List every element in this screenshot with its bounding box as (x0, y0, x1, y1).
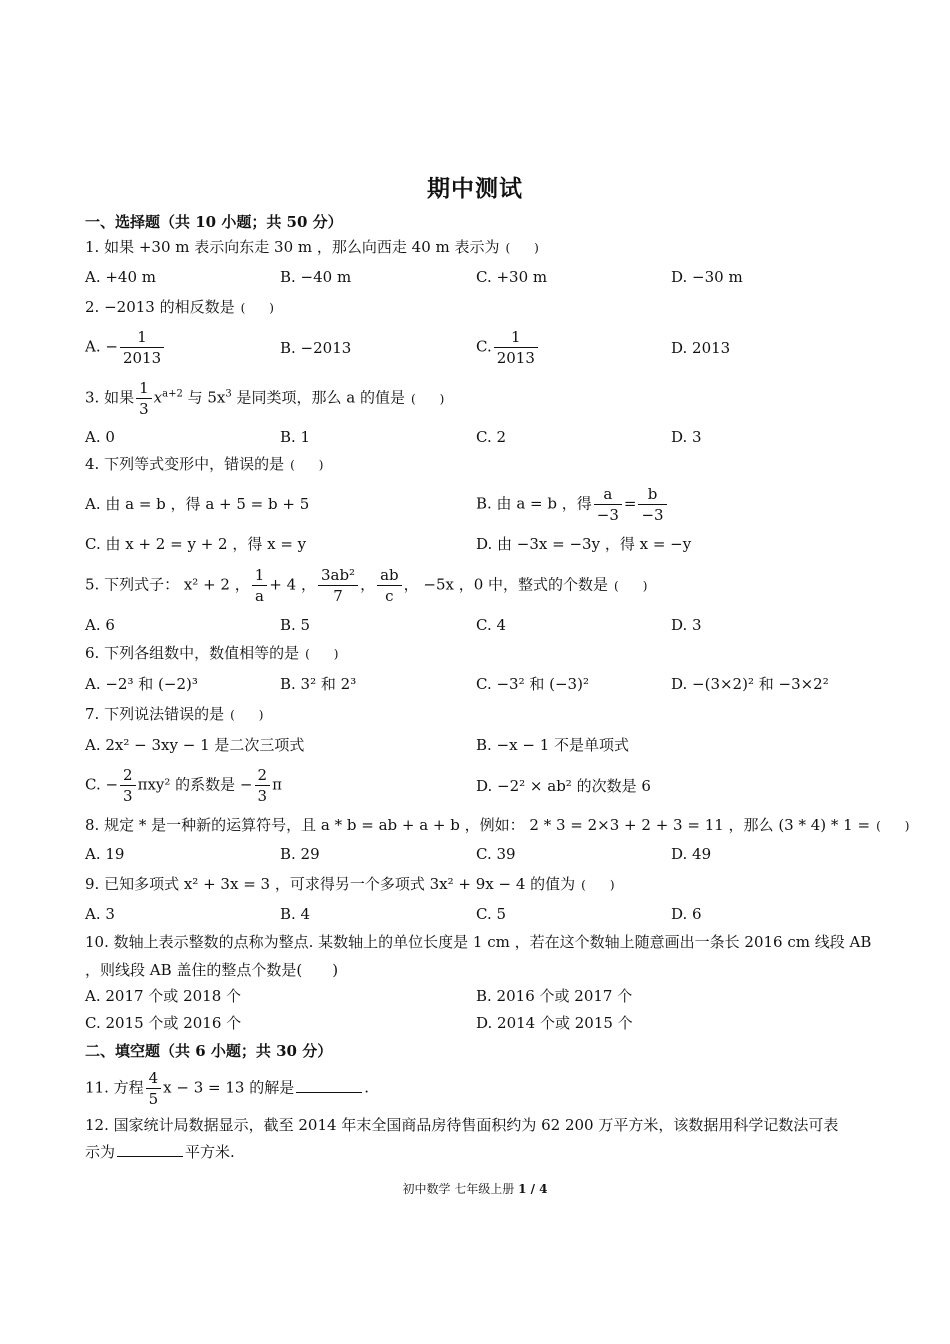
q11-mid: x − 3 = 13 的解是 (163, 1078, 295, 1097)
q8-option-a: A. 19 (85, 845, 125, 863)
q3-option-b: B. 1 (280, 428, 311, 446)
question-2 (85, 297, 274, 318)
question-7 (85, 704, 263, 725)
q10-option-c: C. 2015 个或 2016 个 (85, 1014, 242, 1032)
q1-option-a: A. +40 m (85, 268, 157, 286)
q6-option-a: A. −2³ 和 (−2)³ (85, 675, 198, 693)
denominator: 3 (123, 787, 133, 805)
numerator: a (594, 484, 622, 505)
q5-option-b: B. 5 (280, 616, 311, 634)
q5-option-d: D. 3 (671, 616, 702, 634)
section-heading-choice: 一、选择题（共 10 小题；共 50 分） (85, 213, 343, 231)
fraction (377, 565, 402, 606)
question-5 (85, 565, 647, 606)
numerator: 2 (120, 765, 136, 786)
equals-sign: = (623, 494, 637, 513)
q1-option-c: C. +30 m (476, 268, 548, 286)
answer-paren: ( ) (410, 391, 445, 406)
answer-paren: ( ) (505, 241, 539, 255)
question-8 (85, 815, 909, 836)
answer-paren: ( ) (581, 878, 615, 892)
fraction (120, 765, 136, 806)
q5-mid2: ， (360, 575, 376, 594)
q7-option-c (85, 765, 282, 806)
q5-prefix: 5. 下列式子： x² + 2 ， (85, 575, 250, 594)
fraction (146, 1068, 162, 1109)
variable: x (153, 388, 163, 407)
q12-suffix: 平方米. (185, 1143, 235, 1161)
footer-text: 初中数学 七年级上册 (402, 1182, 519, 1196)
fraction (255, 765, 271, 806)
answer-paren: ( ) (290, 458, 324, 472)
q3-option-d: D. 3 (671, 428, 702, 446)
question-6 (85, 643, 338, 664)
q7-option-b: B. −x − 1 不是单项式 (476, 736, 630, 754)
answer-blank[interactable] (117, 1142, 183, 1157)
answer-paren: ( ) (305, 647, 339, 661)
q5-option-a: A. 6 (85, 616, 115, 634)
q7-c-end: π (272, 775, 282, 794)
question-2-stem: 2. −2013 的相反数是 (85, 298, 235, 316)
q7-option-d: D. −2² × ab² 的次数是 6 (476, 777, 651, 795)
q10-option-b: B. 2016 个或 2017 个 (476, 987, 633, 1005)
q2-option-c (476, 327, 540, 368)
question-1-stem: 1. 如果 +30 m 表示向东走 30 m ，那么向西走 40 m 表示为 (85, 238, 500, 256)
q3-option-c: C. 2 (476, 428, 507, 446)
q6-option-c: C. −3² 和 (−3)² (476, 675, 589, 693)
fraction (252, 565, 268, 606)
q2-option-b: B. −2013 (280, 339, 352, 357)
q5-option-c: C. 4 (476, 616, 507, 634)
q11-prefix: 11. 方程 (85, 1078, 144, 1097)
question-3 (85, 378, 444, 419)
q1-option-b: B. −40 m (280, 268, 352, 286)
numerator: b (638, 484, 666, 505)
answer-paren: ( ) (240, 301, 274, 315)
denominator: c (385, 587, 394, 605)
q9-option-b: B. 4 (280, 905, 311, 923)
q7-option-a: A. 2x² − 3xy − 1 是二次三项式 (85, 736, 305, 754)
denominator: 7 (333, 587, 343, 605)
page-number: 1 / 4 (518, 1182, 548, 1196)
q10-option-a: A. 2017 个或 2018 个 (85, 987, 242, 1005)
q11-end: . (364, 1078, 370, 1097)
numerator: 1 (252, 565, 268, 586)
fraction (494, 327, 538, 368)
answer-paren: ( ) (230, 708, 264, 722)
q9-option-a: A. 3 (85, 905, 115, 923)
question-9-stem: 9. 已知多项式 x² + 3x = 3 ，可求得另一个多项式 3x² + 9x − 4 的值为 (85, 875, 576, 893)
question-4 (85, 454, 323, 475)
q9-option-c: C. 5 (476, 905, 507, 923)
question-6-stem: 6. 下列各组数中，数值相等的是 (85, 644, 300, 662)
answer-paren: ( ) (876, 819, 910, 833)
q3-tail: 是同类项，那么 a 的值是 (231, 388, 405, 407)
fraction (638, 484, 666, 525)
answer-paren: ( ) (614, 578, 648, 593)
q2-c-prefix: C. (476, 337, 492, 356)
page-footer (0, 1180, 950, 1197)
q3-prefix: 3. 如果 (85, 388, 135, 407)
denominator: 5 (148, 1090, 159, 1108)
q12-prefix: 示为 (85, 1143, 116, 1161)
numerator: 4 (146, 1068, 162, 1089)
fraction (318, 565, 358, 606)
numerator: 2 (255, 765, 271, 786)
question-8-stem: 8. 规定 * 是一种新的运算符号，且 a * b = ab + a + b ，例如： 2 * 3 = 2×3 + 2 + 3 = 11 ，那么 (3 * 4) * 1 = (85, 816, 871, 834)
fraction (120, 327, 164, 368)
q7-c-prefix: C. − (85, 775, 119, 794)
q5-mid1: + 4 ， (269, 575, 316, 594)
q3-option-a: A. 0 (85, 428, 115, 446)
denominator: 3 (257, 787, 268, 805)
q4-option-a: A. 由 a = b ，得 a + 5 = b + 5 (85, 495, 310, 513)
q2-option-d: D. 2013 (671, 339, 731, 357)
answer-blank[interactable] (296, 1078, 362, 1093)
question-12-line2 (85, 1142, 235, 1162)
question-1 (85, 237, 539, 258)
q5-tail: ， −5x ，0 中，整式的个数是 (403, 575, 609, 594)
exponent: 3 (225, 388, 232, 400)
numerator: 1 (120, 327, 164, 348)
section-heading-fill: 二、填空题（共 6 小题；共 30 分） (85, 1042, 333, 1060)
question-10-stem: 10. 数轴上表示整数的点称为整点. 某数轴上的单位长度是 1 cm ，若在这个数轴上随意画出一条长 2016 cm 线段 AB ，则线段 AB 盖住的整点个数是( ) (85, 933, 872, 979)
numerator: ab (377, 565, 402, 586)
q3-mid: 与 5x (182, 388, 226, 407)
fraction (136, 378, 152, 419)
q8-option-d: D. 49 (671, 845, 712, 863)
denominator: 2013 (122, 349, 162, 367)
q7-c-mid: πxy² 的系数是 − (137, 775, 253, 794)
denominator: 2013 (496, 349, 535, 367)
question-9 (85, 874, 615, 895)
fraction (594, 484, 622, 525)
q8-option-b: B. 29 (280, 845, 320, 863)
q6-option-d: D. −(3×2)² 和 −3×2² (671, 675, 829, 693)
q8-option-c: C. 39 (476, 845, 516, 863)
q4-option-d: D. 由 −3x = −3y ，得 x = −y (476, 535, 692, 553)
numerator: 1 (136, 378, 152, 399)
q2-option-a (85, 327, 166, 368)
exponent: a+2 (162, 388, 183, 400)
denominator: −3 (641, 506, 664, 524)
page-title: 期中测试 (427, 175, 523, 202)
q9-option-d: D. 6 (671, 905, 702, 923)
question-7-stem: 7. 下列说法错误的是 (85, 705, 225, 723)
q4-b-prefix: B. 由 a = b ，得 (476, 494, 592, 513)
q10-option-d: D. 2014 个或 2015 个 (476, 1014, 633, 1032)
denominator: 3 (139, 400, 149, 418)
q4-option-c: C. 由 x + 2 = y + 2 ，得 x = y (85, 535, 307, 553)
question-11 (85, 1068, 369, 1109)
q4-option-b (476, 484, 669, 525)
question-12-line1: 12. 国家统计局数据显示，截至 2014 年末全国商品房待售面积约为 62 200 万平方米，该数据用科学记数法可表 (85, 1116, 839, 1134)
question-4-stem: 4. 下列等式变形中，错误的是 (85, 455, 285, 473)
numerator: 1 (494, 327, 538, 348)
denominator: a (255, 587, 264, 605)
denominator: −3 (596, 506, 619, 524)
q2-a-prefix: A. − (85, 337, 118, 356)
q6-option-b: B. 3² 和 2³ (280, 675, 357, 693)
q1-option-d: D. −30 m (671, 268, 743, 286)
numerator: 3ab² (318, 565, 358, 586)
